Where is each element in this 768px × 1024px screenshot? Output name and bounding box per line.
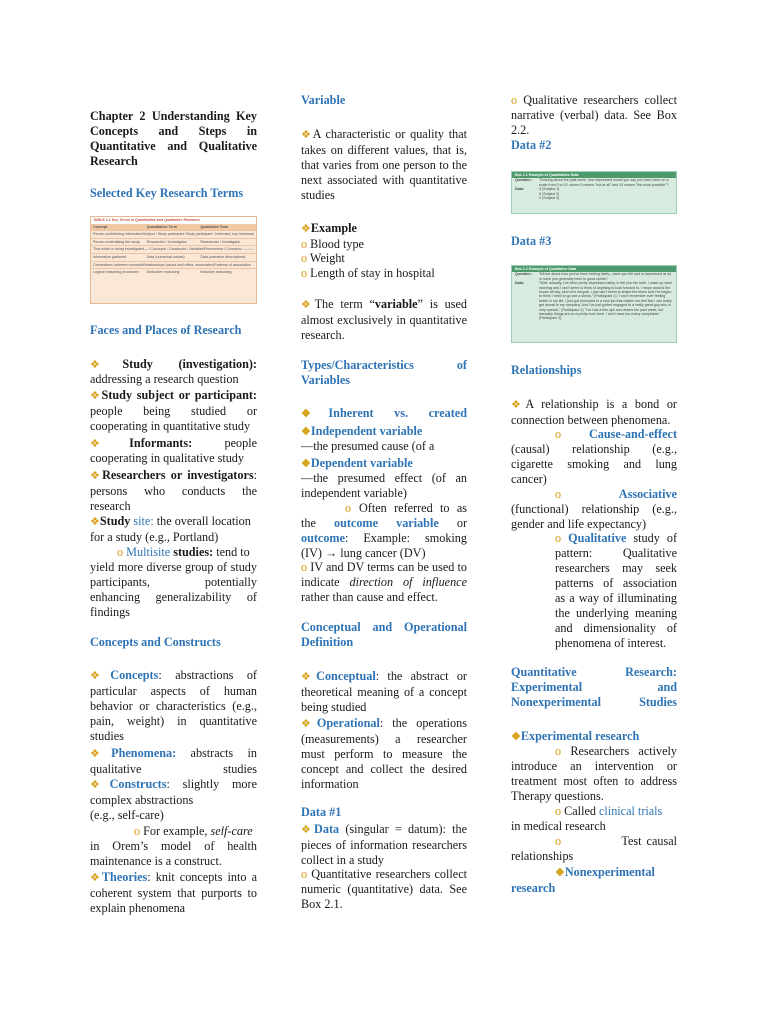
diamond-bullet-icon: ❖ [301,426,311,438]
term-subject [90,388,257,434]
circle-bullet-icon: o [555,427,562,441]
test-causal [511,834,677,864]
term-label: (investigation): [178,357,257,371]
table-cell: Information gathered [93,254,127,259]
term-desc: knit concepts into a coherent system that purports to explain phenomena [90,870,257,915]
term-researchers: ❖Researchers or investigators: persons who conducts the research [90,468,257,513]
table-cell: Logical reasoning processes [93,270,139,275]
dependent-variable [301,456,467,472]
cause-effect [511,427,677,487]
term-label-blue: Inherent vs. created [328,406,467,420]
diamond-bullet-icon: ❖ [90,516,100,528]
heading-concepts-constructs: Concepts and Constructs [90,635,221,649]
term-conceptual [301,669,467,715]
heading-data-3: Data #3 [511,234,552,248]
table-header-row [91,224,256,231]
term-word: people [224,436,257,450]
definition-text: A relationship is a bond or connection between phenomena. [511,397,677,427]
chapter-title: Chapter 2 Understanding Key Concepts and Steps in Quantitative and Qualitative Research [90,109,257,168]
term-desc: or [456,516,468,530]
ivdv-note [301,560,467,605]
term-desc: Qualitative researchers collect narrative (verbal) data. See Box 2.2. [511,93,677,137]
table-cell: — / Concepts / Constructs / Variables [143,247,204,252]
table-cell: Person contributing information [93,232,143,237]
diamond-bullet-icon: ❖ [90,470,103,482]
heading-data-1: Data #1 [301,805,342,819]
example-item [301,266,467,281]
table-header-cell: Quantitative Term [146,224,177,229]
circle-bullet-icon: o [301,237,308,251]
experimental-research [511,729,677,745]
circle-bullet-icon: o [301,251,308,265]
term-desc: in Orem’s model of health maintenance is a construct. [90,839,257,868]
relationship-definition [511,397,677,428]
circle-bullet-icon: o [555,744,562,758]
diamond-bullet-icon: ❖ [90,438,130,450]
term-label-blue: Dependent variable [310,456,413,470]
box-title: Box 2.1 Example of Quantitative Data [512,172,676,178]
diamond-bullet-icon: ❖ [511,399,526,411]
table-cell: That which is being investigated [93,247,144,252]
term-informants [90,436,257,452]
term-desc: (functional) relationship (e.g., gender and life expectancy) [511,502,677,531]
term-desc: abstractions of particular aspects of human behavior or characteristics (e.g., pain, weight) in quantitative studies [90,668,257,743]
table-cell: Person undertaking the study [93,239,140,244]
clinical-trials-line [511,804,677,819]
term-label-blue: clinical trials [599,804,663,818]
circle-bullet-icon: o [555,834,562,848]
term-label-blue: Multisite [126,545,171,559]
term-theories: ❖Theories: knit concepts into a coherent system that purports to explain phenomena [90,870,257,915]
diamond-bullet-icon: ❖ [555,867,565,879]
term-label-blue: Constructs [109,777,167,791]
term-desc: Test causal relationships [511,834,677,863]
term-desc: —the presumed cause (of a [301,439,435,453]
term-desc: Researchers actively introduce an intervention or treatment most often to address Therapy questions. [511,744,678,803]
term-desc: —the presumed effect (of an independent variable) [301,471,467,500]
diamond-bullet-icon: ❖ [301,671,317,683]
table-cell: Researcher / Investigator [146,239,187,244]
diamond-bullet-icon: ❖ [301,458,311,470]
table-cell: Connections between concepts [93,262,143,267]
term-label-blue: Phenomena: [111,746,177,760]
term-desc: : the operations (measurements) a researcher must perform to measure the concept and collect the desired information [301,716,467,791]
term-desc: : Example: smoking (IV) → lung cancer (DV) [301,531,467,560]
example-heading [301,221,467,237]
diamond-bullet-icon: ❖ [301,824,315,836]
term-example: (e.g., self-care) [90,808,164,822]
selfcare-example-line [90,824,257,839]
box-label: Data: [515,281,524,286]
key-terms-table-image [90,216,257,304]
circle-bullet-icon: o [301,266,308,280]
quant-data-note [301,867,467,912]
term-concepts: ❖Concepts: abstractions of particular aspects of human behavior or characteristics (e.g., pain, weight) in quantitative studies [90,668,257,743]
box-data-line: 0 (Subject 2) [539,191,560,196]
table-title: TABLE 2.1 Key Terms in Quantitative and Qualitative Research [91,217,256,224]
table-header-cell: Concept [93,224,108,229]
box-label: Data: [515,187,524,192]
term-desc: (singular = datum): the pieces of information researchers collect in a study [301,822,468,867]
term-label: Study [99,514,131,528]
box-data-row [512,187,676,200]
term-desc: persons who conducts the research [90,484,257,513]
table-cell: Relationships (cause-and-effect, associative) [142,262,215,267]
variable-definition [301,127,467,203]
term-label-blue: Qualitative [568,531,627,545]
heading-data-2: Data #2 [511,138,552,152]
table-cell: Patterns of association [214,262,251,267]
table-cell: Inductive reasoning [200,270,232,275]
term-desc: For example, [143,824,208,838]
term-desc: for a study (e.g., Portland) [90,530,219,544]
table-cell: Deductive reasoning [146,270,180,275]
diamond-bullet-icon: ❖ [511,731,521,743]
table-cell: Subject / Study participant [142,232,185,237]
box-question-row [512,272,676,281]
independent-variable [301,424,467,440]
term-variable-note [301,297,467,343]
term-desc: abstracts in qualitative studies [90,746,257,776]
term-desc: (causal) relationship (e.g., cigarette smoking and lung cancer) [511,442,677,486]
term-desc: IV and DV terms can be used to indicate [301,560,467,589]
emphasis-text: self-care [210,824,253,838]
term-desc: Often referred to as the [301,501,467,530]
term-label-blue: Cause-and-effect [589,427,677,441]
qualitative-pattern [511,531,677,651]
table-row [91,230,256,238]
box-label: Question: [515,272,532,277]
table-cell: Data (numerical values) [146,254,185,259]
term-desc: : the abstract or theoretical meaning of a concept being studied [301,669,467,714]
term-phenomena [90,746,257,777]
emphasis-text: direction of influence [349,575,467,589]
box-text: Thinking about the past week, how depressed would you say you have been on a scale from 0 to 10, where 0 means "not at all" and 10 means "the most possible"? [539,178,669,187]
term-label-blue: Concepts [110,668,159,682]
example-text: Length of stay in hospital [310,266,435,280]
heading-types-variables: Types/Characteristics of Variables [301,358,467,387]
experimental-desc [511,744,677,804]
term-label-blue: Nonexperimental research [511,865,655,895]
box-question-row [512,178,676,187]
diamond-bullet-icon: ❖ [90,359,123,371]
term-desc: Quantitative researchers collect numeric (quantitative) data. See Box 2.1. [301,867,467,911]
diamond-bullet-icon: ❖ [90,390,102,402]
often-referred [301,501,467,561]
term-desc: study of pattern: Qualitative researchers may seek patterns of association as a way of illuminating the underlying meaning and dimensionality of phenomena of interest. [555,531,678,650]
table-row [91,261,256,269]
box-2-2-image [511,265,677,343]
diamond-bullet-icon: ❖ [301,223,311,235]
circle-bullet-icon: o [117,545,124,559]
box-title: Box 2.2 Example of Qualitative Data [512,266,676,272]
nonexperimental-research [511,865,677,896]
circle-bullet-icon: o [301,560,308,574]
diamond-bullet-icon: ❖ [90,670,111,682]
heading-variable: Variable [301,93,346,107]
circle-bullet-icon: o [555,487,562,501]
qual-data-note [511,93,677,138]
note-text: ” is used almost exclusively in quantitative research. [301,297,467,342]
circle-bullet-icon: o [555,804,562,818]
term-data [301,822,467,868]
box-text [539,187,673,200]
heading-quant-research: Quantitative Research: Experimental and Nonexperimental Studies [511,665,677,709]
term-desc: Called [564,804,596,818]
table-cell: Data (narrative descriptions) [200,254,246,259]
term-label-blue: Conceptual [316,669,376,683]
term-desc: rather than cause and effect. [301,590,438,604]
diamond-bullet-icon: ❖ [90,872,102,884]
term-study-line [90,357,257,373]
term-constructs: ❖Constructs: slightly more complex abstractions [90,777,257,807]
term-label: Informants: [129,436,193,450]
term-label-blue: Operational [316,716,380,730]
diamond-bullet-icon: ❖ [301,299,315,311]
circle-bullet-icon: o [301,867,308,881]
inherent-created [301,406,467,422]
term-label-blue: site: [133,514,154,528]
term-label: Study subject or participant: [101,388,257,402]
term-label: Researchers or investigators [102,468,254,482]
diamond-bullet-icon: ❖ [301,408,329,420]
term-desc: slightly more complex abstractions [90,777,257,807]
box-data-line: 4 (Subject 3) [539,196,560,201]
example-text: Blood type [310,237,364,251]
table-header-cell: Qualitative Term [200,224,229,229]
term-label-blue: Theories [101,870,148,884]
diamond-bullet-icon: ❖ [90,748,112,760]
example-label: Example [310,221,357,235]
diamond-bullet-icon: ❖ [301,718,317,730]
circle-bullet-icon: o [345,501,352,515]
term-label-blue: outcome variable [334,516,439,530]
table-row [91,245,256,253]
term-label-blue: Experimental research [520,729,640,743]
circle-bullet-icon: o [555,531,562,545]
example-text: Weight [309,251,345,265]
term-multisite [90,545,257,560]
diamond-bullet-icon: ❖ [90,779,110,791]
box-text: "Well, actually, I've been pretty depressed lately, to tell you the truth. I wake up each morning and I can't seem to think of anything to look forward to. I mope around the house all day, kind of in despair. I just can't seem to shake the blues and I've begun to think I need to go see a shrink." (Participant 1) "I can't remember ever feeling better in my life. I just got promoted to a new job that makes me feel like I can really get ahead in my company. And I've just gotten engaged to a really great guy who is very special." (Participant 2) "I've had a few ups and downs the past week, but basically things are on a pretty even keel. I don't have too many complaints." (Participant 3) [539,281,673,321]
example-item [301,237,467,252]
term-label-blue: Data [314,822,340,836]
term-desc: in medical research [511,819,606,833]
circle-bullet-icon: o [134,824,141,838]
note-text: The term “ [314,297,375,311]
term-desc: people being studied or cooperating in quantitative study [90,404,257,433]
heading-key-terms: Selected Key Research Terms [90,186,244,200]
table-row [91,253,256,261]
table-cell: Study participant / Informant, key informant [185,232,254,237]
term-operational [301,716,467,792]
term-label-blue: Associative [618,487,677,501]
box-text: Tell me about how you've been feeling lately—have you felt sad or depressed at all, or have you generally been in good spirits? [539,272,672,281]
term-label-blue: Independent variable [310,424,423,438]
associative [511,487,677,532]
term-label: Study [122,357,153,371]
example-item [301,251,467,266]
box-data-line: 9 (Subject 1) [539,187,560,192]
term-label-blue: outcome [301,531,345,545]
term-desc: the overall location [156,514,251,528]
term-label: studies: [173,545,214,559]
box-2-1-image [511,171,677,214]
table-cell: Researcher / Investigator [200,239,241,244]
heading-faces-places: Faces and Places of Research [90,323,242,337]
definition-text: A characteristic or quality that takes on different values, that is, that varies from one person to the next associated with quantitative studies [301,127,467,202]
heading-relationships: Relationships [511,363,582,377]
diamond-bullet-icon: ❖ [301,129,313,141]
term-desc: yield more diverse group of study participants, potentially enhancing generalizability of findings [90,560,257,619]
heading-conceptual-operational: Conceptual and Operational Definition [301,620,467,649]
term-desc: tend to [216,545,250,559]
table-cell: Phenomena / Concepts / — / — [203,247,255,252]
table-row [91,268,256,276]
box-label: Question: [515,178,532,183]
table-row [91,238,256,246]
term-site [90,514,257,545]
term-desc: cooperating in qualitative study [90,451,244,465]
box-data-row [512,281,676,321]
term-desc: addressing a research question [90,372,239,386]
note-bold: variable [374,297,418,311]
circle-bullet-icon: o [511,93,518,107]
